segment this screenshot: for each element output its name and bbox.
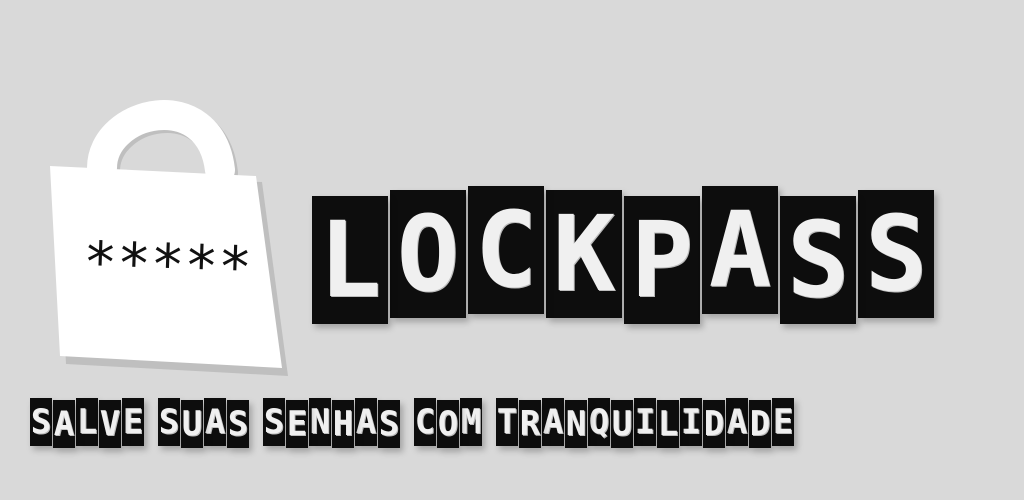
tagline-letter: U	[181, 404, 203, 444]
tagline-letter-tile	[122, 398, 144, 446]
title-letter-tile	[312, 196, 388, 324]
title-letter: A	[708, 189, 772, 311]
tagline-letter: S	[30, 402, 52, 442]
tagline-letter: S	[227, 404, 249, 444]
tagline-letter-tile	[181, 400, 203, 448]
title-letter-tile	[546, 190, 622, 318]
tagline-letter-tile	[437, 400, 459, 448]
title-letter: S	[786, 199, 850, 321]
tagline-letter: T	[496, 402, 518, 442]
tagline-letter: V	[99, 404, 121, 444]
title-letter: P	[630, 199, 694, 321]
title-letter: O	[396, 193, 460, 315]
tagline-letter-tile	[496, 398, 518, 446]
tagline-letter-tile	[772, 398, 794, 446]
tagline-letter: A	[204, 402, 226, 442]
tagline-letter-tile	[286, 400, 308, 448]
tagline-letter-tile	[680, 398, 702, 446]
tagline-letter-tile	[519, 400, 541, 448]
tagline-letter-tile	[588, 398, 610, 446]
tagline-letter: N	[309, 402, 331, 442]
tagline-letter-tile	[460, 398, 482, 446]
tagline-letter: C	[414, 402, 436, 442]
tagline-letter: I	[634, 402, 656, 442]
tagline-letter-tile	[611, 400, 633, 448]
tagline-word	[414, 398, 482, 446]
title-letter: C	[474, 189, 538, 311]
tagline-word	[30, 398, 144, 446]
tagline-letter: A	[542, 402, 564, 442]
tagline	[30, 398, 794, 446]
tagline-letter-tile	[227, 400, 249, 448]
tagline-letter: H	[332, 404, 354, 444]
tagline-letter: A	[53, 404, 75, 444]
tagline-letter: A	[355, 402, 377, 442]
tagline-letter: M	[460, 402, 482, 442]
tagline-letter-tile	[414, 398, 436, 446]
tagline-letter-tile	[309, 398, 331, 446]
masked-password: *****	[82, 230, 253, 301]
tagline-letter: R	[519, 404, 541, 444]
title-letter-tile	[624, 196, 700, 324]
title-letter: S	[864, 193, 928, 315]
tagline-letter: D	[703, 404, 725, 444]
app-title	[312, 189, 934, 321]
tagline-letter: U	[611, 404, 633, 444]
tagline-letter: E	[772, 402, 794, 442]
tagline-letter-tile	[53, 400, 75, 448]
tagline-letter-tile	[657, 400, 679, 448]
tagline-letter-tile	[76, 398, 98, 446]
tagline-letter: I	[680, 402, 702, 442]
tagline-letter: L	[657, 404, 679, 444]
tagline-letter: N	[565, 404, 587, 444]
tagline-letter: S	[263, 402, 285, 442]
tagline-letter: D	[749, 404, 771, 444]
tagline-letter-tile	[726, 398, 748, 446]
tagline-letter: S	[158, 402, 180, 442]
tagline-letter-tile	[378, 400, 400, 448]
tagline-letter-tile	[749, 400, 771, 448]
title-letter-tile	[468, 186, 544, 314]
tagline-word	[496, 398, 794, 446]
tagline-letter-tile	[703, 400, 725, 448]
title-letter-tile	[702, 186, 778, 314]
tagline-letter-tile	[263, 398, 285, 446]
tagline-letter-tile	[204, 398, 226, 446]
tagline-letter-tile	[99, 400, 121, 448]
title-letter: L	[318, 199, 382, 321]
tagline-letter: Q	[588, 402, 610, 442]
tagline-letter: O	[437, 404, 459, 444]
tagline-letter-tile	[542, 398, 564, 446]
tagline-letter: S	[378, 404, 400, 444]
title-letter-tile	[858, 190, 934, 318]
tagline-letter: L	[76, 402, 98, 442]
title-letter-tile	[780, 196, 856, 324]
tagline-letter: A	[726, 402, 748, 442]
tagline-letter-tile	[565, 400, 587, 448]
title-letter: K	[552, 193, 616, 315]
tagline-letter-tile	[158, 398, 180, 446]
tagline-letter-tile	[355, 398, 377, 446]
title-letter-tile	[390, 190, 466, 318]
padlock-logo	[40, 90, 300, 390]
tagline-letter-tile	[634, 398, 656, 446]
tagline-word	[158, 398, 249, 446]
tagline-letter: E	[122, 402, 144, 442]
tagline-letter-tile	[332, 400, 354, 448]
tagline-word	[263, 398, 400, 446]
tagline-letter: E	[286, 404, 308, 444]
tagline-letter-tile	[30, 398, 52, 446]
